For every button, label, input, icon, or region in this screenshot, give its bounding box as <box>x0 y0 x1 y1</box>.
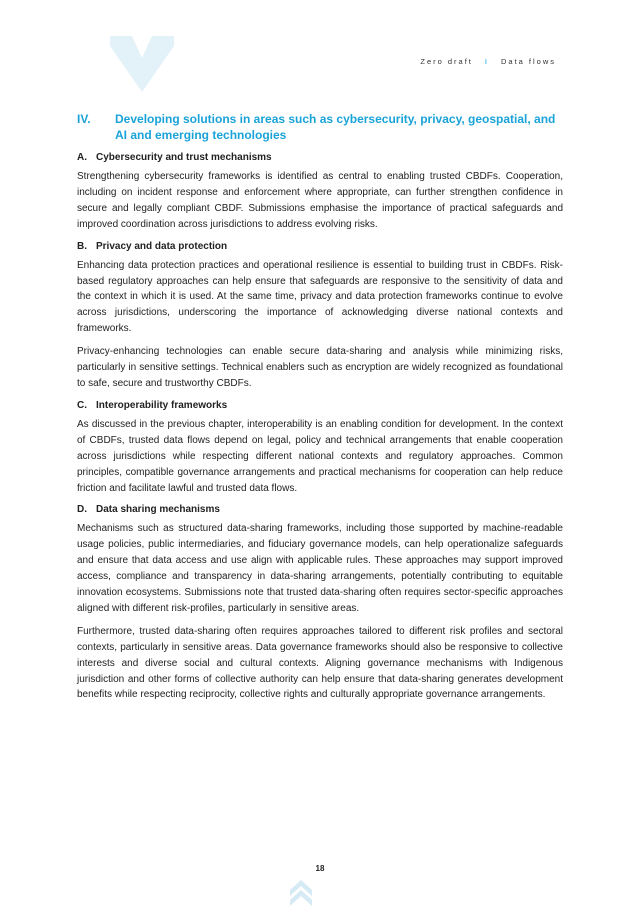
subsection-heading-d <box>77 503 563 517</box>
double-chevron-up-icon <box>290 880 312 906</box>
body-paragraph: Enhancing data protection practices and operational resilience is essential to building trust in CBDFs. Risk-based regulatory approaches can help ensure that safeguards are responsive to the sensitivity of data and the context in which it is used. At the same time, privacy and data protection frameworks continue to evolve across jurisdictions, underscoring the importance of acknowledging diverse national contexts and frameworks. <box>77 259 563 335</box>
subsection-title: Privacy and data protection <box>96 240 228 252</box>
header-separator: I <box>484 57 489 66</box>
subsection-title: Interoperability frameworks <box>96 399 228 411</box>
subsection-title: Data sharing mechanisms <box>96 504 220 516</box>
running-header <box>420 57 556 66</box>
body-paragraph: As discussed in the previous chapter, interoperability is an enabling condition for development. In the context of CBDFs, trusted data flows depend on legal, policy and technical arrangements that enable cooperation across jurisdictions while respecting different national contexts and regulatory approaches. Common principles, compatible governance arrangements and practical mechanisms for cooperation can help reduce friction and facilitate lawful and trusted data flows. <box>77 418 563 494</box>
subsection-letter: A. <box>77 152 87 163</box>
subsection-letter: C. <box>77 399 87 411</box>
subsection-heading-b <box>77 240 563 254</box>
header-doc-status: Zero draft <box>420 57 473 66</box>
body-paragraph: Mechanisms such as structured data-sharing frameworks, including those supported by machine-readable usage policies, public intermediaries, and fiduciary governance models, can help operationalize safeguards and ensure that data access and use align with applicable rules. These approaches may support improved access, compliance and transparency in data-sharing arrangements, potentially contributing to equitable innovation ecosystems. Submissions note that trusted data-sharing often requires sector-specific approaches aligned with different risk-profiles, particularly in sensitive areas. <box>77 523 563 614</box>
page-number: 18 <box>315 864 325 873</box>
subsection-heading-a <box>77 151 563 165</box>
section-heading <box>77 111 563 143</box>
chevron-logo-icon <box>110 36 174 92</box>
body-paragraph: Strengthening cybersecurity frameworks is identified as central to enabling trusted CBDFs. Cooperation, including on incident response and enforcement where appropriate, can further strengthen confidence in secure and legally compliant CBDF. Submissions emphasise the importance of practical safeguards and improved coordination across jurisdictions to address evolving risks. <box>77 171 563 230</box>
page-body <box>77 111 563 710</box>
subsection-letter: D. <box>77 504 87 516</box>
body-paragraph: Furthermore, trusted data-sharing often requires approaches tailored to different risk profiles and sectoral contexts, particularly in sensitive areas. Data governance frameworks should also be responsive to collective interests and diverse social and cultural contexts. Aligning governance mechanisms with Indigenous jurisdiction and other forms of collective authority can help ensure that data-sharing generates development benefits while respecting reciprocity, collective rights and culturally appropriate governance arrangements. <box>77 625 563 701</box>
subsection-letter: B. <box>77 240 87 252</box>
section-number: IV. <box>77 112 91 126</box>
header-doc-title: Data flows <box>500 57 556 66</box>
body-paragraph: Privacy-enhancing technologies can enable secure data-sharing and analysis while minimizing risks, particularly in sensitive settings. Technical enablers such as encryption are widely recognized as foundational to safe, secure and trustworthy CBDFs. <box>77 346 563 389</box>
section-title: Developing solutions in areas such as cybersecurity, privacy, geospatial, and AI and emerging technologies <box>115 112 556 142</box>
subsection-heading-c <box>77 399 563 413</box>
subsection-title: Cybersecurity and trust mechanisms <box>96 152 272 163</box>
